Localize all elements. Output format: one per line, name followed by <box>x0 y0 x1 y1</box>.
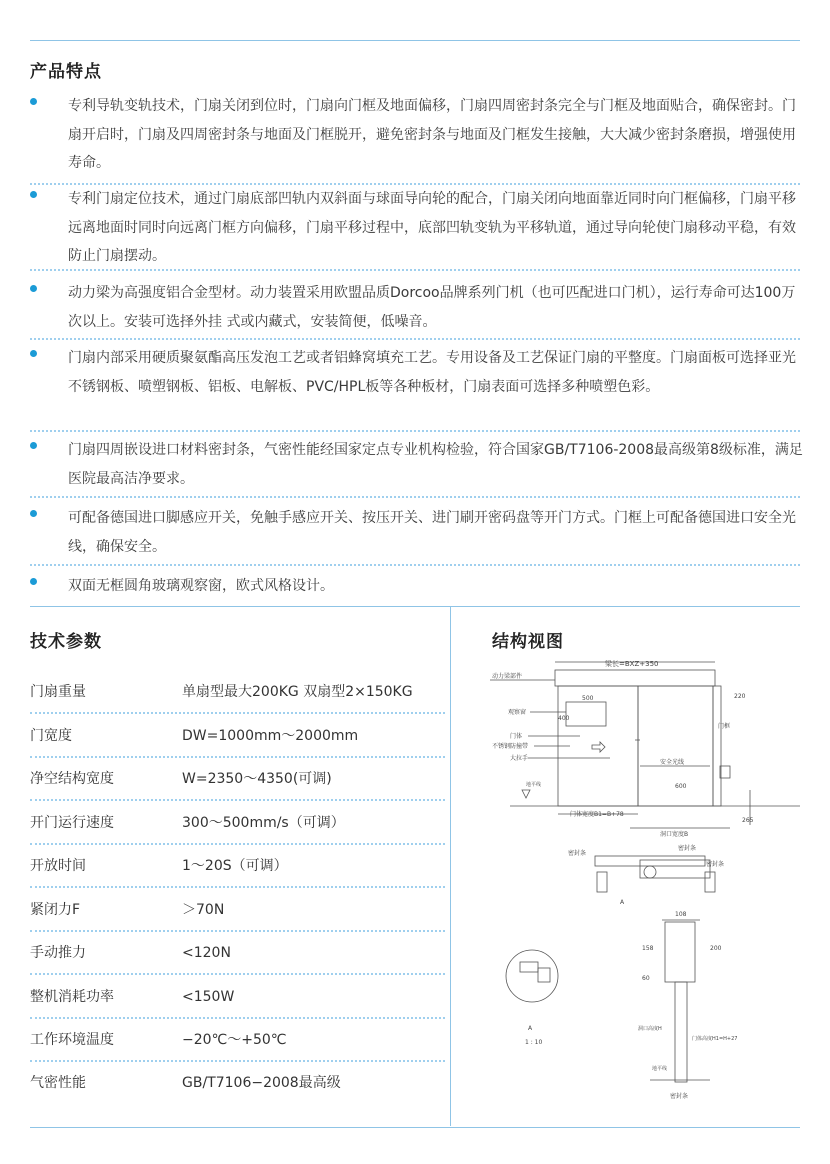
plan-view <box>568 828 730 906</box>
feature-text: 动力梁为高强度铝合金型材。动力装置采用欧盟品质Dorcoo品牌系列门机（也可匹配进口门机），运行寿命可达100万次以上。安装可选择外挂 式或内藏式，安装简便，低噪音。 <box>68 285 796 330</box>
dim-opening-width: 洞口宽度B <box>660 831 689 838</box>
bullet-icon <box>30 350 37 357</box>
label-power-beam: 动力梁部件 <box>492 673 523 680</box>
feature-divider <box>30 269 800 271</box>
top-divider <box>30 40 800 41</box>
dim-opening-height: 洞口高度H <box>638 1026 662 1032</box>
param-row <box>30 757 445 801</box>
param-name: 门宽度 <box>30 728 72 744</box>
bullet-icon <box>30 510 37 517</box>
dim-600: 600 <box>675 783 687 790</box>
label-seal-1: 密封条 <box>568 850 587 857</box>
param-name: 开门运行速度 <box>30 815 114 831</box>
section-divider <box>30 606 800 607</box>
feature-item <box>30 279 805 336</box>
dim-200: 200 <box>710 945 722 952</box>
dim-beam-width: 梁长=BXZ+350 <box>605 660 659 668</box>
structure-drawing <box>470 650 815 1120</box>
label-detail-scale: 1 : 10 <box>525 1039 543 1046</box>
bottom-divider <box>30 1127 800 1128</box>
param-name: 气密性能 <box>30 1075 86 1091</box>
param-value: 单扇型最大200KG 双扇型2×150KG <box>182 684 413 700</box>
param-value: 1～20S（可调） <box>182 858 288 874</box>
feature-text: 门扇四周嵌设进口材料密封条，气密性能经国家定点专业机构检验，符合国家GB/T7106-2008最高级第8级标准，满足医院最高洁净要求。 <box>68 442 803 487</box>
section-view <box>638 911 737 1100</box>
dim-window-width: 500 <box>582 695 594 702</box>
label-mark-a: A <box>620 899 625 906</box>
feature-text: 门扇内部采用硬质聚氨酯高压发泡工艺或者铝蜂窝填充工艺。专用设备及工艺保证门扇的平整度。门扇面板可选择亚光不锈钢板、喷塑钢板、铝板、电解板、PVC/HPL板等各种板材，门扇表面可选择多种喷塑色彩。 <box>68 350 796 395</box>
param-row <box>30 714 445 758</box>
bullet-icon <box>30 578 37 585</box>
feature-item <box>30 92 805 178</box>
param-value: GB/T7106−2008最高级 <box>182 1075 341 1091</box>
param-name: 工作环境温度 <box>30 1032 114 1048</box>
structure-title: 结构视图 <box>492 632 564 652</box>
label-handle: 大拉手 <box>510 755 529 762</box>
label-seal-2: 密封条 <box>678 845 697 852</box>
feature-divider <box>30 338 800 340</box>
label-door-leaf: 门体 <box>510 733 523 740</box>
param-value: 300～500mm/s（可调） <box>182 815 345 831</box>
feature-item <box>30 344 805 430</box>
dim-220: 220 <box>734 693 746 700</box>
dim-265: 265 <box>742 817 754 824</box>
feature-text: 专利导轨变轨技术，门扇关闭到位时，门扇向门框及地面偏移，门扇四周密封条完全与门框及地面贴合，确保密封。门扇开启时，门扇及四周密封条与地面及门框脱开，避免密封条与地面及门框发生接触，大大减少密封条磨损，增强使用寿命。 <box>68 98 796 171</box>
bullet-icon <box>30 442 37 449</box>
feature-item <box>30 436 805 493</box>
label-safety-line: 安全光线 <box>660 759 685 766</box>
bullet-icon <box>30 98 37 105</box>
label-observation-window: 观察窗 <box>508 709 527 716</box>
param-row <box>30 1018 445 1062</box>
dim-window-height: 400 <box>558 715 570 722</box>
param-name: 开放时间 <box>30 858 86 874</box>
params-title: 技术参数 <box>30 632 102 652</box>
feature-divider <box>30 564 800 566</box>
feature-text: 双面无框圆角玻璃观察窗，欧式风格设计。 <box>68 578 334 594</box>
feature-item <box>30 185 805 271</box>
feature-text: 专利门扇定位技术，通过门扇底部凹轨内双斜面与球面导向轮的配合，门扇关闭向地面靠近同时向门框偏移，门扇平移远离地面时同时向远离门框方向偏移，门扇平移过程中，底部凹轨变轨为平移轨道，通过导向轮使门扇移动平稳，有效防止门扇摆动。 <box>68 191 796 264</box>
label-detail-a: A <box>528 1025 533 1032</box>
feature-divider <box>30 496 800 498</box>
param-name: 整机消耗功率 <box>30 989 114 1005</box>
feature-text: 可配备德国进口脚感应开关，免触手感应开关、按压开关、进门刷开密码盘等开门方式。门框上可配备德国进口安全光线，确保安全。 <box>68 510 796 555</box>
param-name: 净空结构宽度 <box>30 771 114 787</box>
dim-108: 108 <box>675 911 687 918</box>
bullet-icon <box>30 191 37 198</box>
label-floor-line-2: 地平线 <box>652 1066 668 1072</box>
dim-leaf-height: 门体高度H1=H+27 <box>692 1036 738 1042</box>
param-row <box>30 844 445 888</box>
param-value: W=2350～4350(可调) <box>182 771 332 787</box>
param-name: 紧闭力F <box>30 902 81 918</box>
param-value: DW=1000mm～2000mm <box>182 728 359 744</box>
dim-60: 60 <box>642 975 650 982</box>
param-row <box>30 888 445 932</box>
detail-a-view <box>506 950 558 1046</box>
param-row <box>30 801 445 845</box>
feature-item <box>30 504 805 561</box>
label-seal-3: 密封条 <box>706 861 725 868</box>
label-door-frame: 门框 <box>718 723 731 730</box>
param-value: <120N <box>182 945 231 961</box>
feature-divider <box>30 430 800 432</box>
column-divider <box>450 606 451 1126</box>
param-name: 手动推力 <box>30 945 86 961</box>
param-name: 门扇重量 <box>30 684 86 700</box>
label-floor-line: 地平线 <box>526 782 542 788</box>
elevation-view <box>490 659 800 825</box>
label-steel-hook: 不锈钢防撞带 <box>492 743 529 750</box>
features-title: 产品特点 <box>30 62 102 82</box>
param-row <box>30 1061 445 1105</box>
param-row <box>30 670 445 714</box>
bullet-icon <box>30 285 37 292</box>
dim-158: 158 <box>642 945 654 952</box>
param-value: ＞70N <box>182 902 225 918</box>
label-seal-4: 密封条 <box>670 1093 689 1100</box>
param-row <box>30 975 445 1019</box>
dim-clear-width: 门体宽度B1=B+78 <box>570 811 624 818</box>
param-value: −20℃～+50℃ <box>182 1032 287 1048</box>
feature-item <box>30 572 805 602</box>
param-row <box>30 931 445 975</box>
param-value: <150W <box>182 989 235 1005</box>
